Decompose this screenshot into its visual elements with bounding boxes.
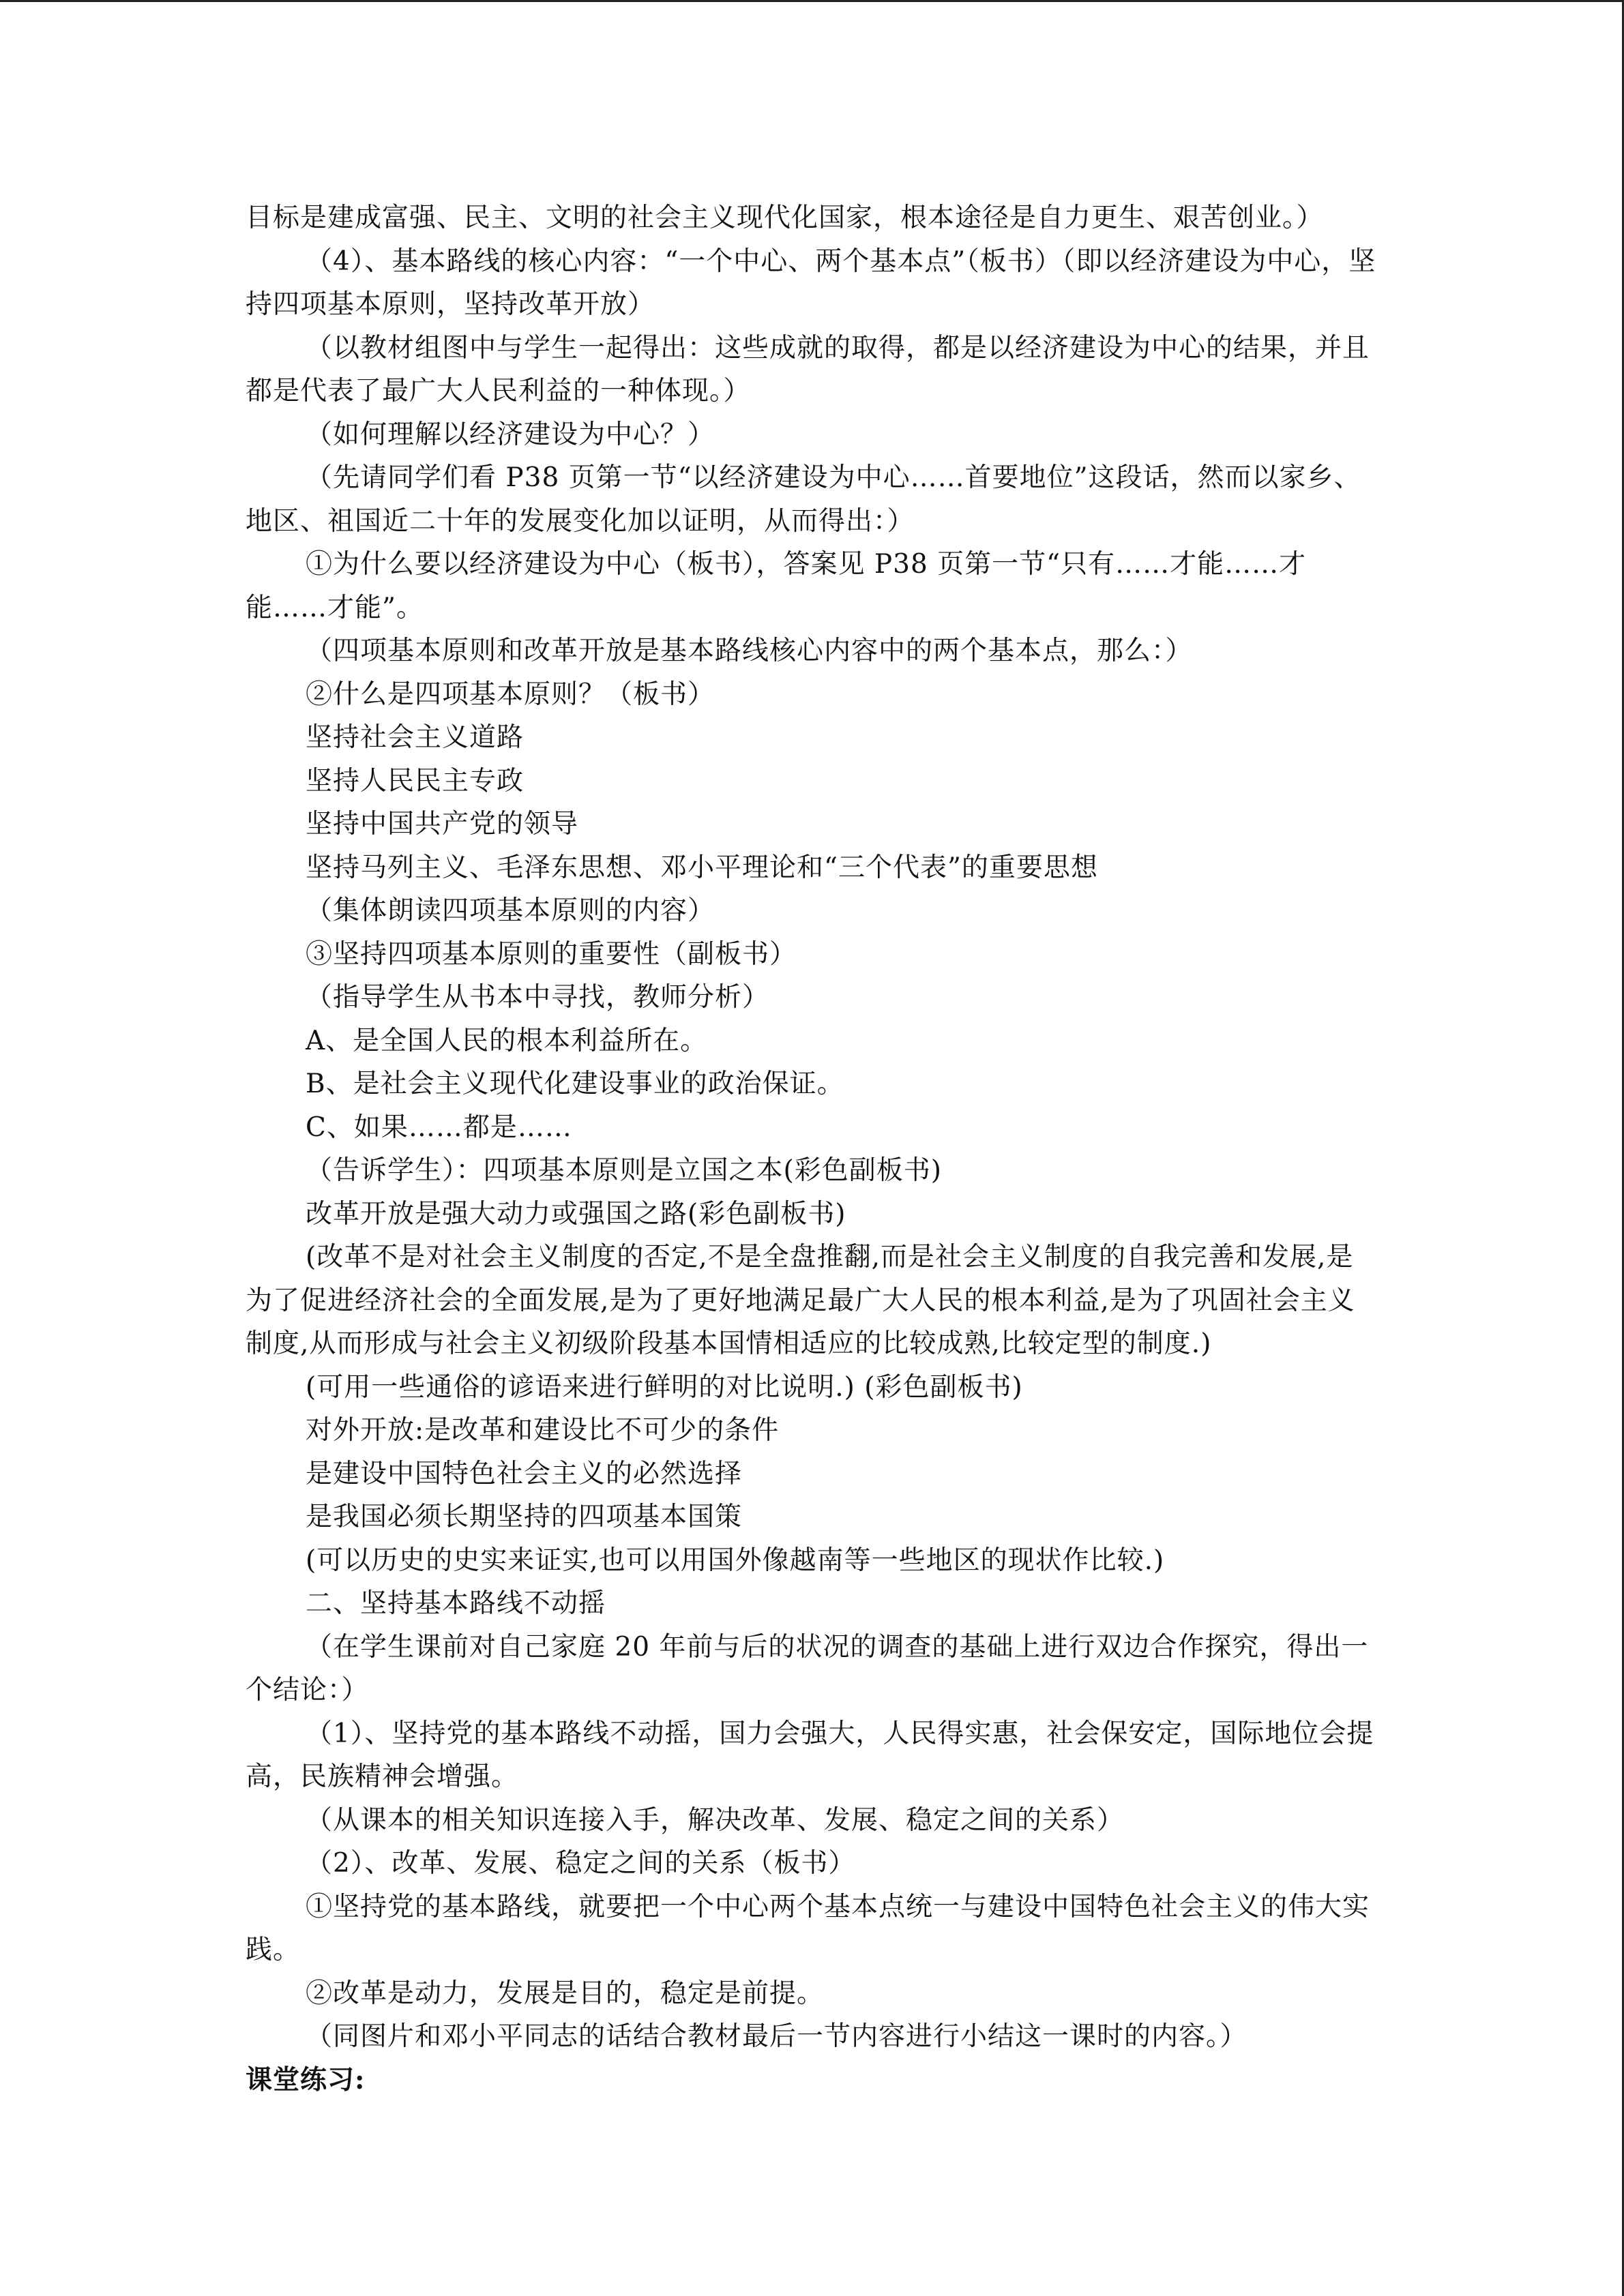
document-body (246, 196, 1378, 2102)
list-item: 坚持人民民主专政 (306, 765, 525, 796)
list-item: A、是全国人民的根本利益所在。 (306, 1025, 708, 1056)
paragraph: 对外开放:是改革和建设比不可少的条件 (306, 1415, 780, 1446)
list-item: B、是社会主义现代化建设事业的政治保证。 (306, 1069, 844, 1099)
paragraph: （指导学生从书本中寻找，教师分析） (306, 982, 770, 1013)
paragraph: （2）、改革、发展、稳定之间的关系（板书） (306, 1848, 856, 1879)
paragraph: （集体朗读四项基本原则的内容） (306, 895, 715, 926)
paragraph: （告诉学生）：四项基本原则是立国之本(彩色副板书) (306, 1155, 942, 1186)
list-item: 坚持马列主义、毛泽东思想、邓小平理论和“三个代表”的重要思想 (306, 852, 1098, 883)
paragraph: 目标是建成富强、民主、文明的社会主义现代化国家，根本途径是自力更生、艰苦创业。） (246, 203, 1324, 233)
list-item: C、如果……都是…… (306, 1112, 572, 1143)
paragraph: （以教材组图中与学生一起得出：这些成就的取得，都是以经济建设为中心的结果，并且都是代表了最广大人民利益的一种体现。） (246, 332, 1370, 406)
paragraph: （从课本的相关知识连接入手，解决改革、发展、稳定之间的关系） (306, 1804, 1125, 1836)
paragraph: ②什么是四项基本原则？（板书） (306, 679, 715, 710)
section-heading: 二、坚持基本路线不动摇 (306, 1588, 606, 1619)
paragraph: （4）、基本路线的核心内容：“一个中心、两个基本点”（板书）（即以经济建设为中心，坚持四项基本原则，坚持改革开放） (246, 245, 1376, 320)
paragraph: ③坚持四项基本原则的重要性（副板书） (306, 938, 797, 970)
paragraph: (可用一些通俗的谚语来进行鲜明的对比说明.) (彩色副板书) (306, 1371, 1023, 1403)
paragraph: ①为什么要以经济建设为中心（板书），答案见 P38 页第一节“只有……才能……才能……才能”。 (246, 549, 1307, 623)
paragraph: （1）、坚持党的基本路线不动摇，国力会强大，人民得实惠，社会保安定，国际地位会提高，民族精神会增强。 (246, 1718, 1374, 1792)
page-border-top (0, 0, 1624, 2)
list-item: 坚持中国共产党的领导 (306, 809, 579, 839)
paragraph: （在学生课前对自己家庭 20 年前与后的状况的调查的基础上进行双边合作探究，得出一个结论：） (246, 1631, 1369, 1705)
paragraph: ②改革是动力，发展是目的，稳定是前提。 (306, 1978, 825, 2009)
paragraph: （如何理解以经济建设为中心？） (306, 419, 715, 450)
list-item: 坚持社会主义道路 (306, 722, 525, 753)
paragraph: (可以历史的史实来证实,也可以用国外像越南等一些地区的现状作比较.) (306, 1545, 1165, 1576)
paragraph: 是建设中国特色社会主义的必然选择 (306, 1458, 743, 1489)
paragraph: 改革开放是强大动力或强国之路(彩色副板书) (306, 1198, 846, 1229)
paragraph: （先请同学们看 P38 页第一节“以经济建设为中心……首要地位”这段话，然而以家乡、地区、祖国近二十年的发展变化加以证明，从而得出：） (246, 462, 1361, 537)
paragraph: （四项基本原则和改革开放是基本路线核心内容中的两个基本点，那么：） (306, 636, 1193, 666)
paragraph: （同图片和邓小平同志的话结合教材最后一节内容进行小结这一课时的内容。） (306, 2021, 1247, 2052)
paragraph: ①坚持党的基本路线，就要把一个中心两个基本点统一与建设中国特色社会主义的伟大实践。 (246, 1891, 1370, 1965)
section-heading: 课堂练习: (246, 2063, 366, 2096)
paragraph: (改革不是对社会主义制度的否定,不是全盘推翻,而是社会主义制度的自我完善和发展,是为了促进经济社会的全面发展,是为了更好地满足最广大人民的根本利益,是为了巩固社会主义制度,从而形成与社会主义初级阶段基本国情相适应的比较成熟,比较定型的制度.) (246, 1242, 1355, 1359)
paragraph: 是我国必须长期坚持的四项基本国策 (306, 1502, 743, 1532)
